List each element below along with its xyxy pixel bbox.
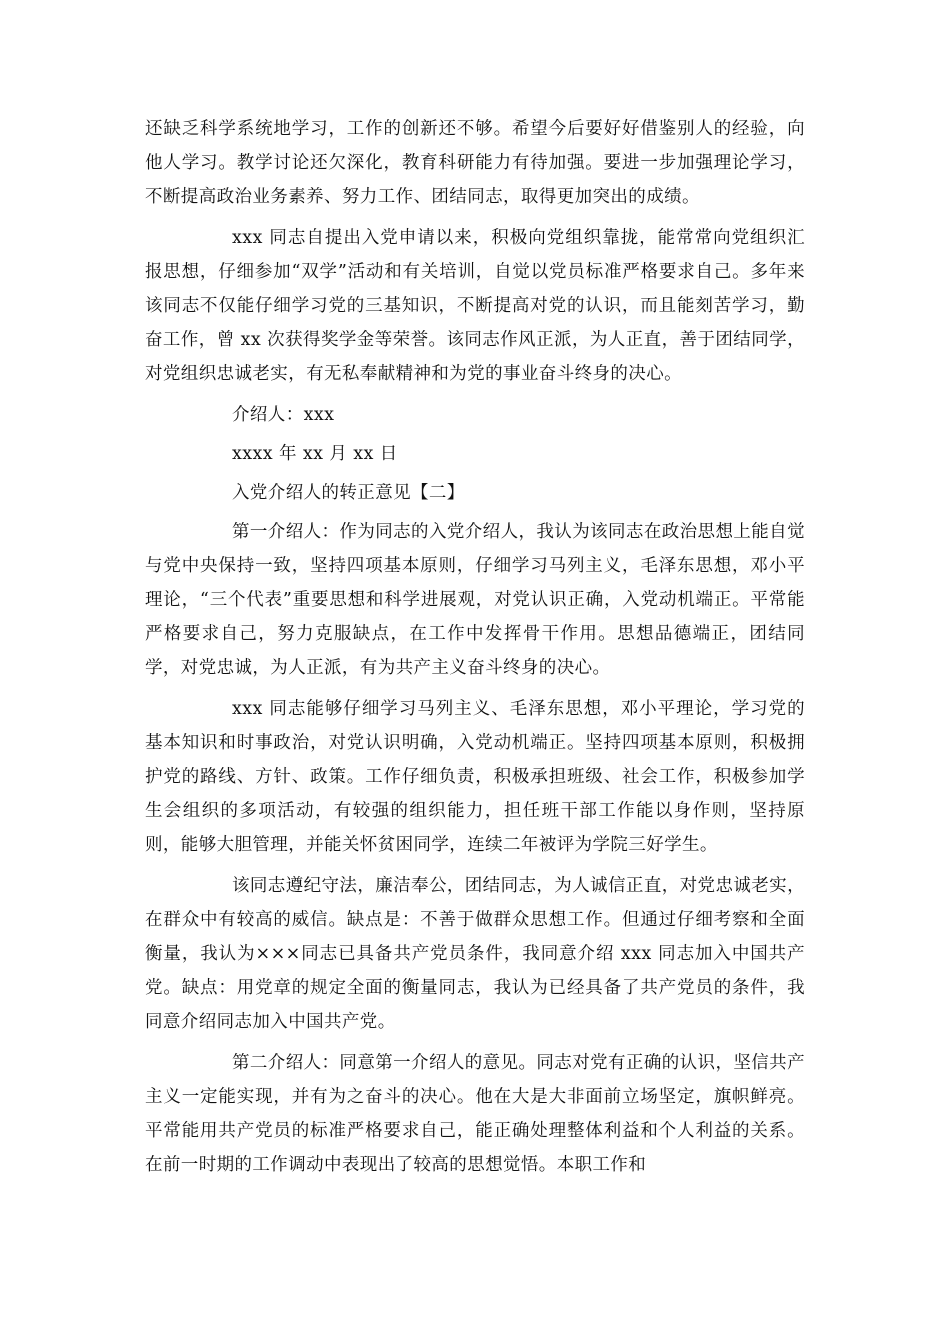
section-heading: 入党介绍人的转正意见【二】 [232,483,465,503]
introducer-signature: 介绍人：xxx [232,405,335,425]
signature-date: xxxx 年 xx 月 xx 日 [232,444,398,464]
paragraph-study-performance: xxx 同志能够仔细学习马列主义、毛泽东思想，邓小平理论，学习党的基本知识和时事政治，对党认识明确，入党动机端正。坚持四项基本原则，积极拥护党的路线、方针、政策。工作仔细负责，积极承担班级、社会工作，积极参加学生会组织的多项活动，有较强的组织能力，担任班干部工作能以身作则，坚持原则，能够大胆管理，并能关怀贫困同学，连续二年被评为学院三好学生。 [145,699,805,855]
paragraph-conduct-assessment: 该同志遵纪守法，廉洁奉公，团结同志，为人诚信正直，对党忠诚老实，在群众中有较高的威信。缺点是：不善于做群众思想工作。但通过仔细考察和全面衡量，我认为×××同志已具备共产党员条件，我同意介绍 xxx 同志加入中国共产党。缺点：用党章的规定全面的衡量同志，我认为已经具备了共产党员的条件，我同意介绍同志加入中国共产党。 [145,876,805,1032]
paragraph-continuation: 还缺乏科学系统地学习，工作的创新还不够。希望今后要好好借鉴别人的经验，向他人学习。教学讨论还欠深化，教育科研能力有待加强。要进一步加强理论学习，不断提高政治业务素养、努力工作、团结同志，取得更加突出的成绩。 [145,119,805,207]
paragraph-member-evaluation: xxx 同志自提出入党申请以来，积极向党组织靠拢，能常常向党组织汇报思想，仔细参加“双学”活动和有关培训，自觉以党员标准严格要求自己。多年来该同志不仅能仔细学习党的三基知识，不断提高对党的认识，而且能刻苦学习，勤奋工作，曾 xx 次获得奖学金等荣誉。该同志作风正派，为人正直，善于团结同学，对党组织忠诚老实，有无私奉献精神和为党的事业奋斗终身的决心。 [145,228,805,384]
document-body [145,112,805,1189]
paragraph-first-introducer: 第一介绍人：作为同志的入党介绍人，我认为该同志在政治思想上能自觉与党中央保持一致，坚持四项基本原则，仔细学习马列主义，毛泽东思想，邓小平理论，“三个代表”重要思想和科学进展观，对党认识正确，入党动机端正。平常能严格要求自己，努力克服缺点，在工作中发挥骨干作用。思想品德端正，团结同学，对党忠诚，为人正派，有为共产主义奋斗终身的决心。 [145,522,805,678]
paragraph-second-introducer: 第二介绍人：同意第一介绍人的意见。同志对党有正确的认识，坚信共产主义一定能实现，并有为之奋斗的决心。他在大是大非面前立场坚定，旗帜鲜亮。平常能用共产党员的标准严格要求自己，能正确处理整体利益和个人利益的关系。在前一时期的工作调动中表现出了较高的思想觉悟。本职工作和 [145,1053,805,1175]
